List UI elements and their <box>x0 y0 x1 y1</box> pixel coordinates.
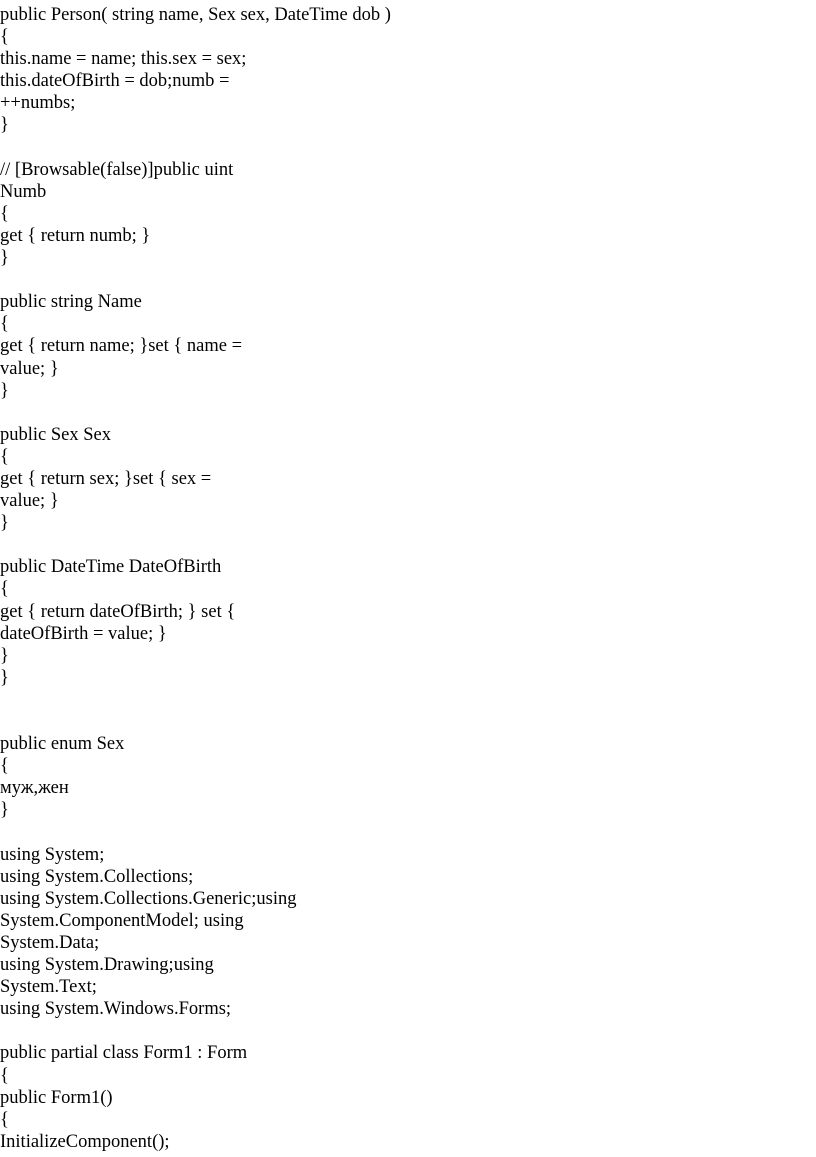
code-line: Numb <box>0 181 47 202</box>
code-line: } <box>0 115 9 136</box>
blank-line <box>0 821 391 843</box>
code-line: get { return sex; }set { sex = <box>0 468 212 489</box>
code-line: dateOfBirth = value; } <box>0 623 167 644</box>
code-line: System.Text; <box>0 977 97 998</box>
code-line: { <box>0 1109 9 1130</box>
code-line: this.dateOfBirth = dob;numb = <box>0 71 230 92</box>
code-line: public Sex Sex <box>0 424 111 445</box>
code-line: public Form1() <box>0 1087 113 1108</box>
code-line: { <box>0 446 9 467</box>
code-line: } <box>0 667 9 688</box>
code-line: public partial class Form1 : Form <box>0 1043 248 1064</box>
code-line: // [Browsable(false)]public uint <box>0 159 234 180</box>
blank-line <box>0 711 391 733</box>
code-line: } <box>0 248 9 269</box>
code-line: this.name = name; this.sex = sex; <box>0 49 247 70</box>
code-line: { <box>0 203 9 224</box>
code-line: } <box>0 380 9 401</box>
code-line: System.ComponentModel; using <box>0 910 244 931</box>
code-line: ++numbs; <box>0 93 76 114</box>
code-line: using System.Collections.Generic;using <box>0 888 297 909</box>
code-line: } <box>0 645 9 666</box>
blank-line <box>0 1020 391 1042</box>
blank-line <box>0 402 391 424</box>
code-line: { <box>0 579 9 600</box>
code-line: get { return dateOfBirth; } set { <box>0 601 236 622</box>
code-line: value; } <box>0 358 59 379</box>
code-line: { <box>0 27 9 48</box>
code-line: } <box>0 513 9 534</box>
code-line: public Person( string name, Sex sex, DateTime dob ) <box>0 5 391 25</box>
code-line: public string Name <box>0 292 142 313</box>
code-line: public DateTime DateOfBirth <box>0 557 222 578</box>
code-listing <box>0 4 391 1153</box>
blank-line <box>0 137 391 159</box>
code-line: { <box>0 1065 9 1086</box>
code-line: { <box>0 314 9 335</box>
code-line: using System.Collections; <box>0 866 194 887</box>
code-line: get { return numb; } <box>0 225 151 246</box>
code-line: муж,жен <box>0 778 69 799</box>
blank-line <box>0 689 391 711</box>
code-line: InitializeComponent(); <box>0 1131 170 1152</box>
code-line: System.Data; <box>0 932 100 953</box>
code-line: get { return name; }set { name = <box>0 336 243 357</box>
code-line: { <box>0 756 9 777</box>
code-line: } <box>0 800 9 821</box>
blank-line <box>0 269 391 291</box>
code-line: using System.Drawing;using <box>0 955 214 976</box>
code-line: using System; <box>0 844 105 865</box>
blank-line <box>0 534 391 556</box>
code-line: public enum Sex <box>0 734 125 755</box>
code-line: using System.Windows.Forms; <box>0 999 232 1020</box>
code-line: value; } <box>0 491 59 512</box>
